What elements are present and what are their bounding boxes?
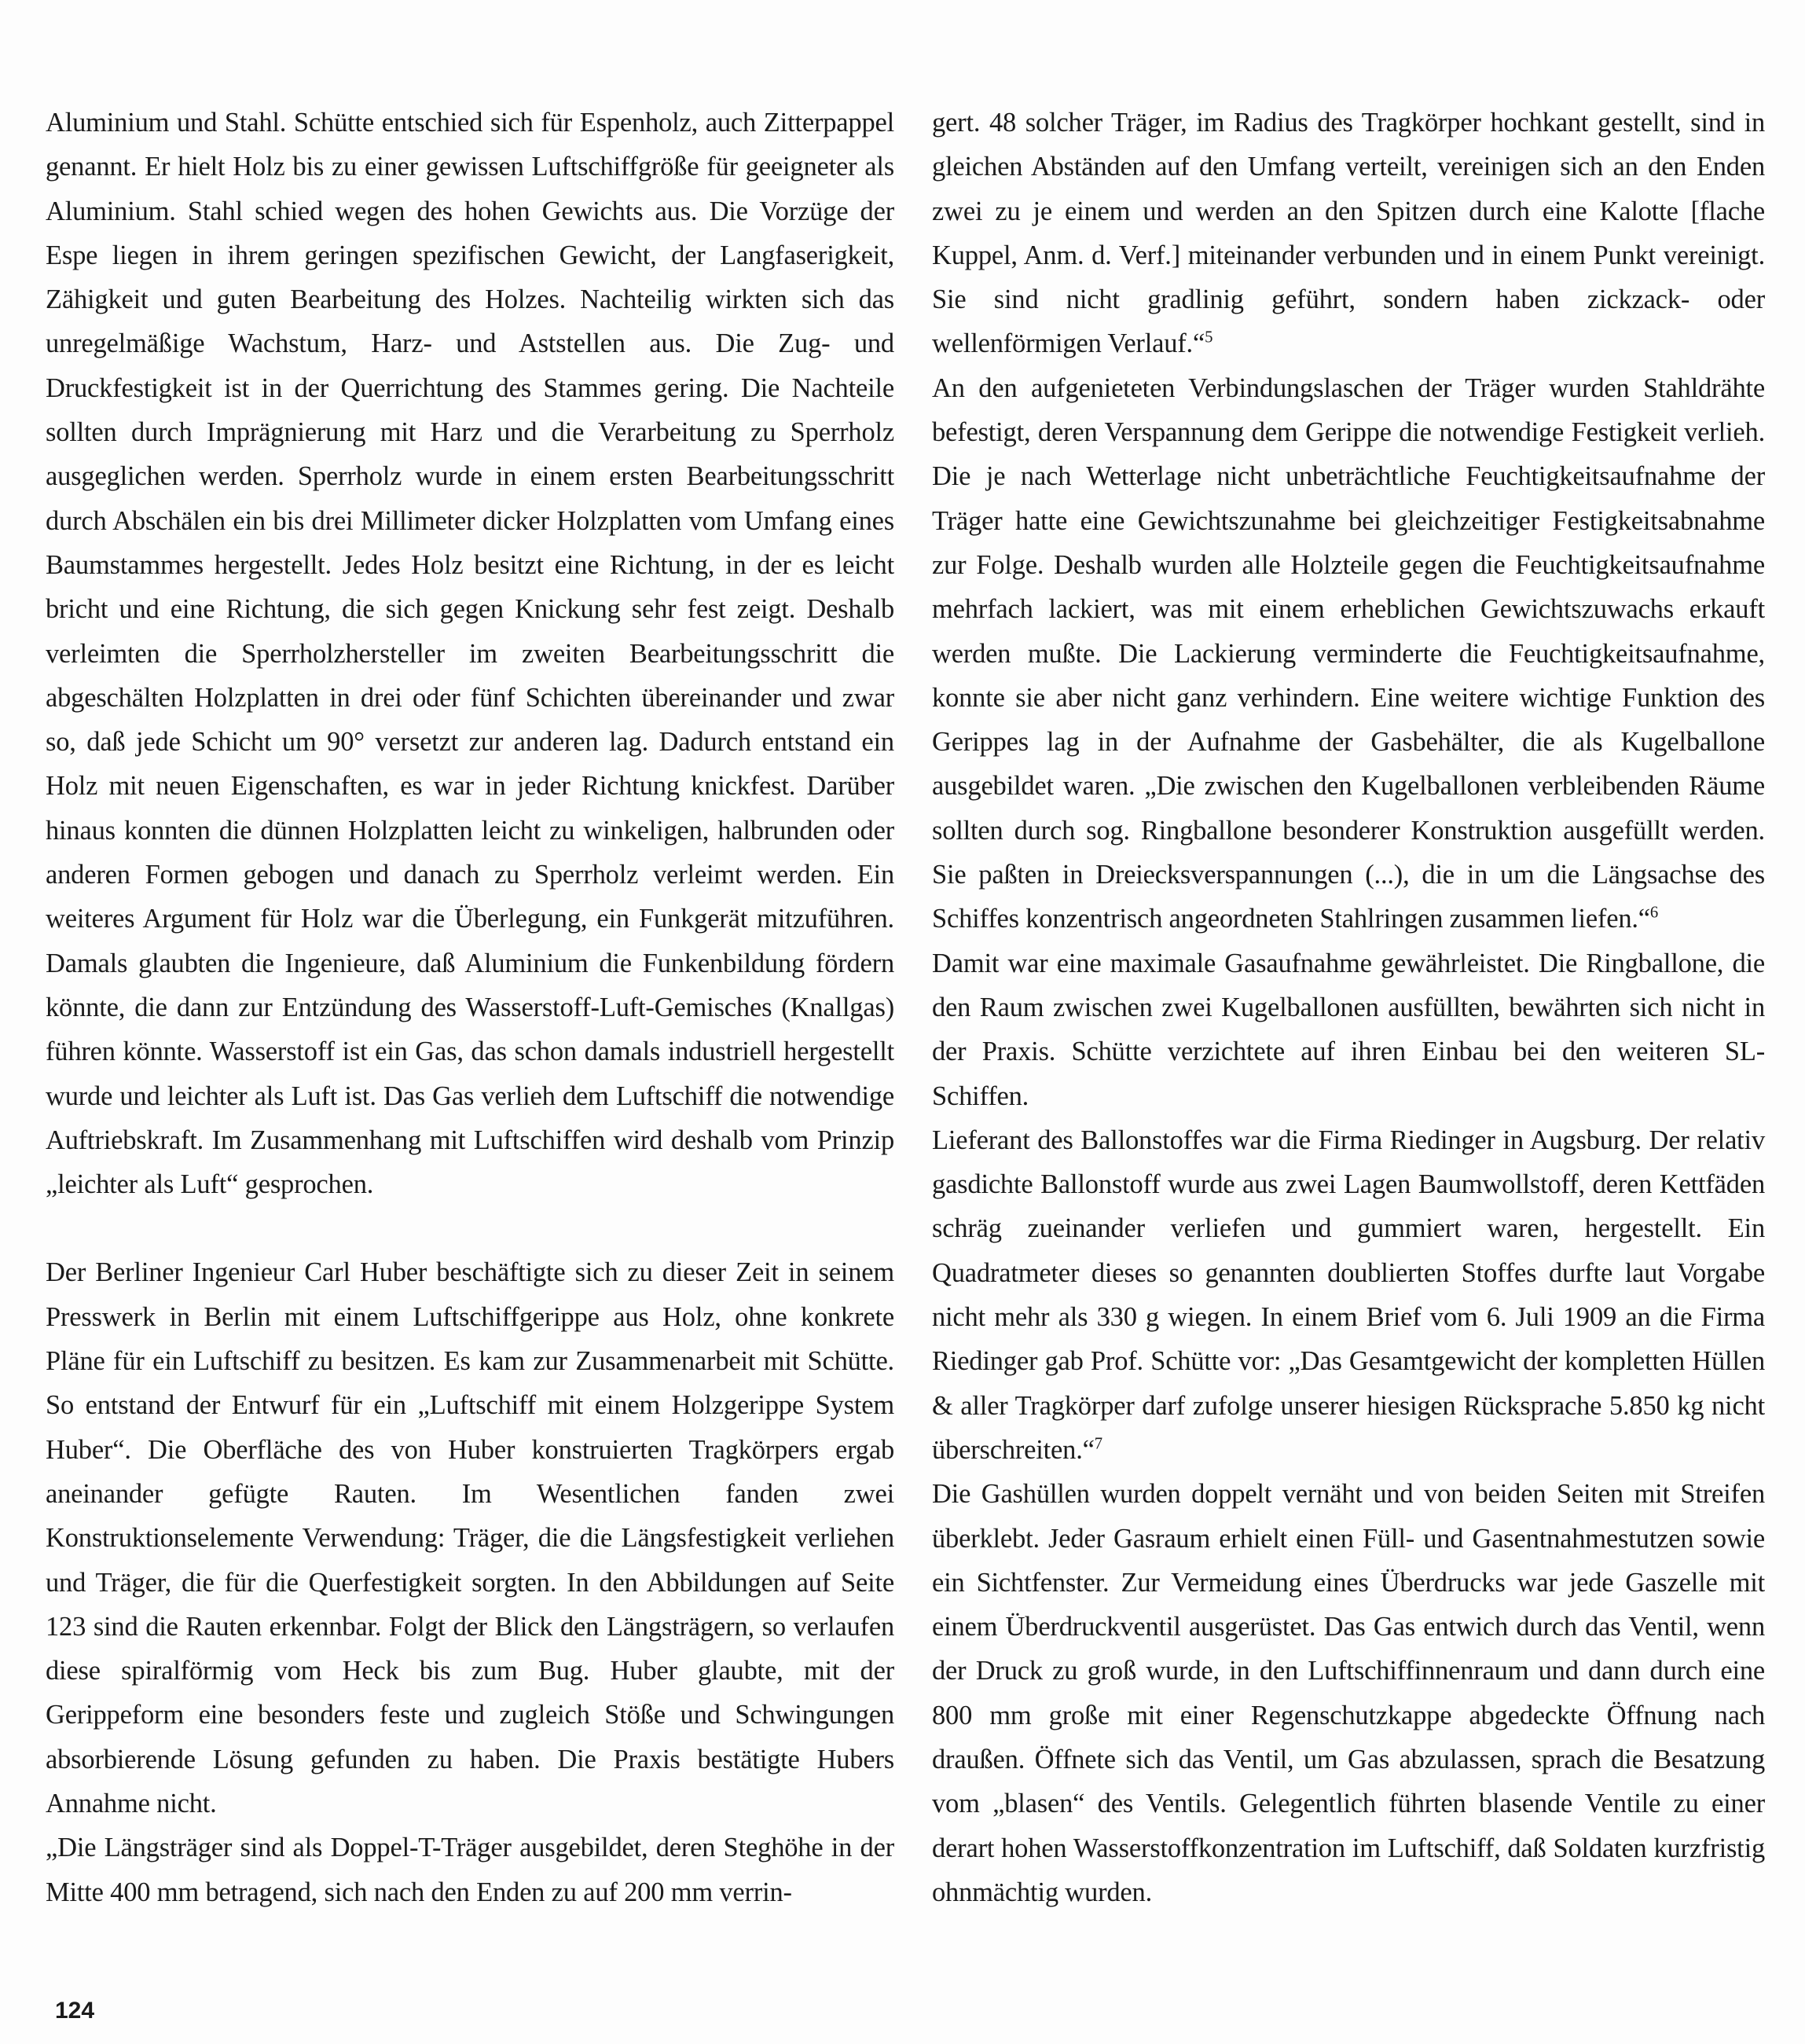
ballonstoff-text: Lieferant des Ballonstoffes war die Firma Riedinger in Augsburg. Der relativ gasdichte Ballonstoff wurde aus zwei Lagen Baumwollstoff, deren Kettfäden schräg zueinander verliefen und gummiert waren, hergestellt. Ein Quadratmeter dieses so genannten doublierten Stoffes durfte laut Vorgabe nicht mehr als 330 g wiegen. In einem Brief vom 6. Juli 1909 an die Firma Riedinger gab Prof. Schütte vor: „Das Gesamtgewicht der kompletten Hüllen & aller Tragkörper darf zufolge unserer hiesigen Rücksprache 5.850 kg nicht überschreiten.“: [932, 1125, 1765, 1465]
footnote-marker: 5: [1205, 329, 1213, 347]
paragraph-stahldraehte: [932, 366, 1765, 941]
paragraph-gasaufnahme: Damit war eine maximale Gasaufnahme gewährleistet. Die Ringballone, die den Raum zwischen zwei Kugelballonen ausfüllten, bewährten sich nicht in der Praxis. Schütte verzichtete auf ihren Einbau bei den weiteren SL-Schiffen.: [932, 948, 1765, 1111]
paragraph-materials: Aluminium und Stahl. Schütte entschied sich für Espenholz, auch Zitterpappel genannt. Er hielt Holz bis zu einer gewissen Luftschiffgröße für geeigneter als Aluminium. Stahl schied wegen des hohen Gewichts aus. Die Vorzüge der Espe liegen in ihrem geringen spezifischen Gewicht, der Langfaserigkeit, Zähigkeit und guten Bearbeitung des Holzes. Nachteilig wirkten sich das unregelmäßige Wachstum, Harz- und Aststellen aus. Die Zug- und Druckfestigkeit ist in der Querrichtung des Stammes gering. Die Nachteile sollten durch Imprägnierung mit Harz und die Verarbeitung zu Sperrholz ausgeglichen werden. Sperrholz wurde in einem ersten Bearbeitungsschritt durch Abschälen ein bis drei Millimeter dicker Holzplatten vom Umfang eines Baumstammes hergestellt. Jedes Holz besitzt eine Richtung, in der es leicht bricht und eine Richtung, die sich gegen Knickung sehr fest zeigt. Deshalb verleimten die Sperrholzhersteller im zweiten Bearbeitungsschritt die abgeschälten Holzplatten in drei oder fünf Schichten übereinander und zwar so, daß jede Schicht um 90° versetzt zur anderen lag. Dadurch entstand ein Holz mit neuen Eigenschaften, es war in jeder Richtung knickfest. Darüber hinaus konnten die dünnen Holzplatten leicht zu winkeligen, halbrunden oder anderen Formen gebogen und danach zu Sperrholz verleimt werden. Ein weiteres Argument für Holz war die Überlegung, ein Funkgerät mitzuführen. Damals glaubten die Ingenieure, daß Aluminium die Funkenbildung fördern könnte, die dann zur Entzündung des Wasserstoff-Luft-Gemisches (Knallgas) führen könnte. Wasserstoff ist ein Gas, das schon damals industriell hergestellt wurde und leichter als Luft ist. Das Gas verlieh dem Luftschiff die notwendige Auftriebskraft. Im Zusammenhang mit Luftschiffen wird deshalb vom Prinzip „leichter als Luft“ gesprochen.: [46, 108, 894, 1200]
left-text-column: [46, 101, 894, 1914]
paragraph-carl-huber: Der Berliner Ingenieur Carl Huber beschäftigte sich zu dieser Zeit in seinem Presswerk in Berlin mit einem Luftschiffgerippe aus Holz, ohne konkrete Pläne für ein Luftschiff zu besitzen. Es kam zur Zusammenarbeit mit Schütte. So entstand der Entwurf für ein „Luftschiff mit einem Holzgerippe System Huber“. Die Oberfläche des von Huber konstruierten Tragkörpers ergab aneinander gefügte Rauten. Im Wesentlichen fanden zwei Konstruktionselemente Verwendung: Träger, die die Längsfestigkeit verliehen und Träger, die für die Querfestigkeit sorgten. In den Abbildungen auf Seite 123 sind die Rauten erkennbar. Folgt der Blick den Längsträgern, so verlaufen diese spiralförmig vom Heck bis zum Bug. Huber glaubte, mit der Gerippeform eine besonders feste und zugleich Stöße und Schwingungen absorbierende Lösung gefunden zu haben. Die Praxis bestätigte Hubers Annahme nicht.: [46, 1257, 894, 1818]
quote-text: gert. 48 solcher Träger, im Radius des Tragkörper hochkant gestellt, sind in gleichen Abständen auf den Umfang verteilt, vereinigen sich an den Enden zwei zu je einem und werden an den Spitzen durch eine Kalotte [flache Kuppel, Anm. d. Verf.] miteinander verbunden und in einem Punkt vereinigt. Sie sind nicht gradlinig geführt, sondern haben zickzack- oder wellenförmigen Verlauf.“: [932, 108, 1765, 359]
right-text-column: [932, 101, 1765, 1914]
page-number: 124: [55, 1998, 95, 2024]
paragraph-ballonstoff: [932, 1118, 1765, 1472]
paragraph-quote-continued: [932, 101, 1765, 366]
footnote-marker: 7: [1094, 1435, 1102, 1453]
paragraph-quote-start: „Die Längsträger sind als Doppel-T-Träger ausgebildet, deren Steghöhe in der Mitte 400 mm betragend, sich nach den Enden zu auf 200 mm verrin-: [46, 1833, 894, 1907]
footnote-marker: 6: [1649, 904, 1659, 922]
stahldraehte-text: An den aufgenieteten Verbindungslaschen der Träger wurden Stahldrähte befestigt, deren Verspannung dem Gerippe die notwendige Festigkeit verlieh. Die je nach Wetterlage nicht unbeträchtliche Feuchtigkeitsaufnahme der Träger hatte eine Gewichtszunahme bei gleichzeitiger Festigkeitsabnahme zur Folge. Deshalb wurden alle Holzteile gegen die Feuchtigkeitsaufnahme mehrfach lackiert, was mit einem erheblichen Gewichtszuwachs erkauft werden mußte. Die Lackierung verminderte die Feuchtigkeitsaufnahme, konnte sie aber nicht ganz verhindern. Eine weitere wichtige Funktion des Gerippes lag in der Aufnahme der Gasbehälter, die als Kugelballone ausgebildet waren. „Die zwischen den Kugelballonen verbleibenden Räume sollten durch sog. Ringballone besonderer Konstruktion ausgefüllt werden. Sie paßten in Dreiecksverspannungen (...), die in um die Längsachse des Schiffes konzentrisch angeordneten Stahlringen zusammen liefen.“: [932, 372, 1765, 934]
paragraph-gashuellen: Die Gashüllen wurden doppelt vernäht und von beiden Seiten mit Streifen überklebt. Jeder Gasraum erhielt einen Füll- und Gasentnahmestutzen sowie ein Sichtfenster. Zur Vermeidung eines Überdrucks war jede Gaszelle mit einem Überdruckventil ausgerüstet. Das Gas entwich durch das Ventil, wenn der Druck zu groß wurde, in den Luftschiffinnenraum und dann durch eine 800 mm große mit einer Regenschutzkappe abgedeckte Öffnung nach draußen. Öffnete sich das Ventil, um Gas abzulassen, sprach die Besatzung vom „blasen“ des Ventils. Gelegentlich führten blasende Ventile zu einer derart hohen Wasserstoffkonzentration im Luftschiff, daß Soldaten kurzfristig ohnmächtig wurden.: [932, 1479, 1765, 1907]
